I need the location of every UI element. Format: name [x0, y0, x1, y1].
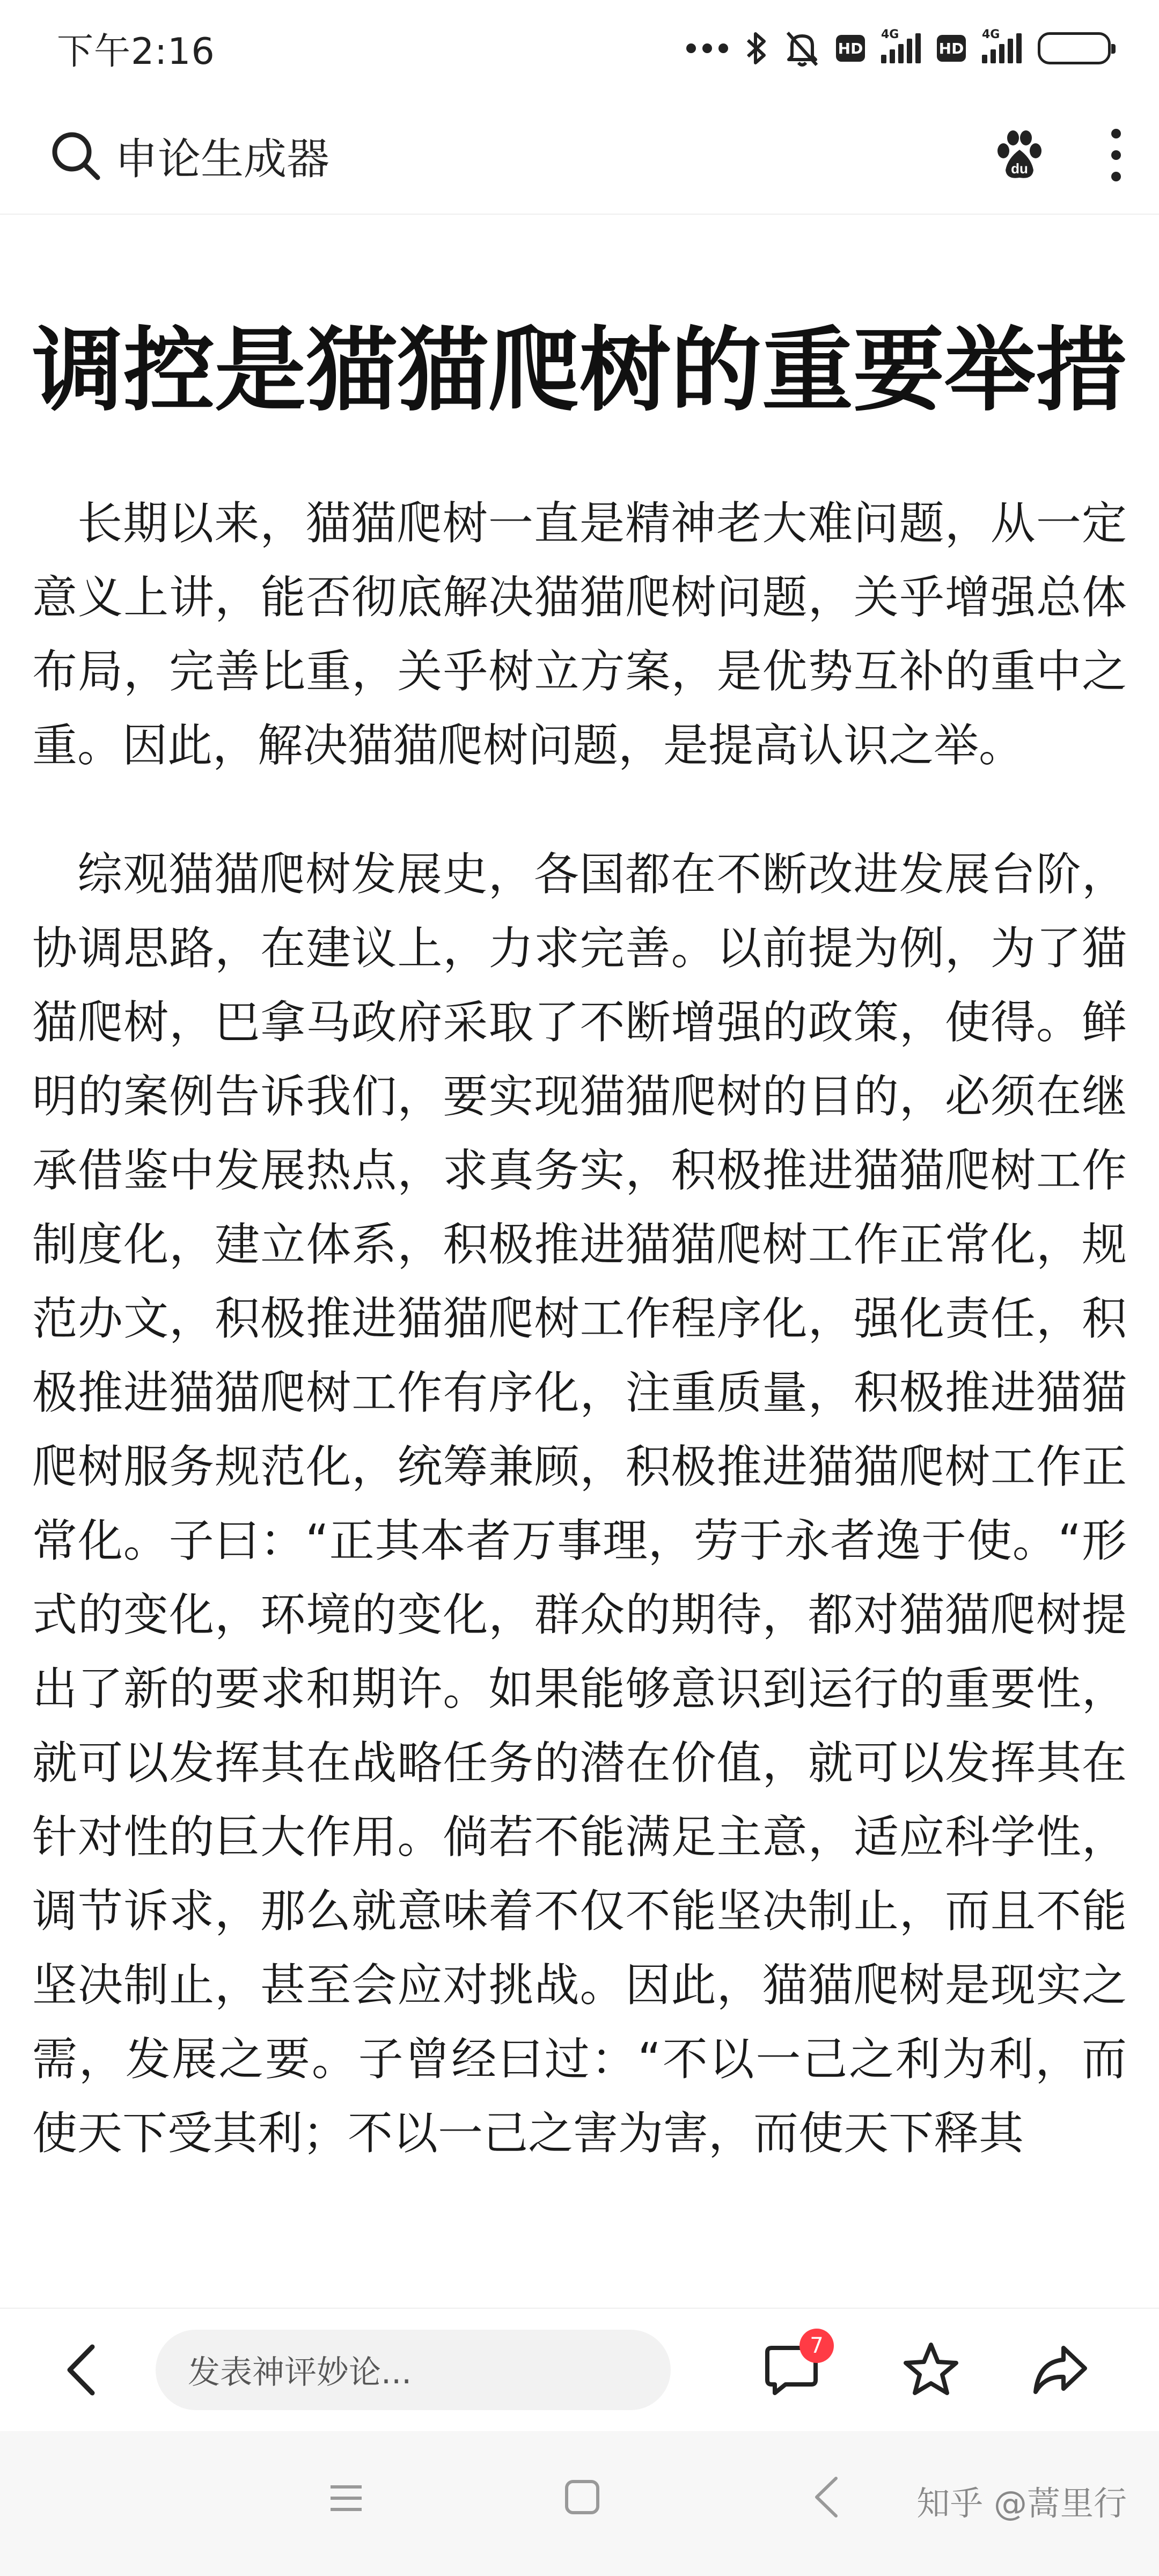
watermark: 知乎 @蒿里行 — [916, 2484, 1127, 2523]
article-content — [32, 274, 1127, 2302]
back-arrow-icon[interactable] — [59, 2340, 107, 2399]
search-icon[interactable] — [48, 128, 102, 182]
article-title: 调控是猫猫爬树的重要举措 — [32, 318, 1127, 424]
back-chevron-icon[interactable] — [810, 2474, 842, 2520]
bluetooth-icon — [745, 30, 768, 67]
svg-text:du: du — [1011, 160, 1028, 177]
comment-count-badge: 7 — [799, 2329, 834, 2363]
search-query[interactable]: 申论生成器 — [115, 134, 329, 184]
menu-icon[interactable] — [327, 2479, 365, 2517]
hd-badge: HD — [836, 35, 865, 62]
status-time: 下午2:16 — [57, 30, 215, 73]
status-icons — [686, 30, 1111, 67]
comment-button[interactable] — [762, 2333, 824, 2399]
share-icon[interactable] — [1030, 2340, 1089, 2399]
home-square-icon[interactable] — [563, 2478, 601, 2516]
article-paragraph-1: 长期以来，猫猫爬树一直是精神老大难问题，从一定意义上讲，能否彻底解决猫猫爬树问题，关乎增强总体布局，完善比重，关乎树立方案，是优势互补的重中之重。因此，解决猫猫爬树问题，是提高认识之举。 — [32, 497, 1127, 772]
signal-icon-2: 4G — [982, 33, 1022, 63]
system-nav-bar — [0, 2431, 1159, 2576]
status-bar — [0, 0, 1159, 97]
signal-icon: 4G — [881, 33, 921, 63]
mute-bell-icon — [784, 30, 820, 67]
hd-badge-2: HD — [937, 35, 966, 62]
baidu-paw-logo[interactable] — [993, 128, 1046, 182]
search-bar[interactable] — [0, 97, 1159, 215]
comment-input[interactable]: 发表神评妙论... — [156, 2330, 671, 2410]
more-dots-icon — [686, 43, 729, 54]
article-paragraph-2: 综观猫猫爬树发展史，各国都在不断改进发展台阶，协调思路，在建议上，力求完善。以前提为例，为了猫猫爬树，巴拿马政府采取了不断增强的政策，使得。鲜明的案例告诉我们，要实现猫猫爬树的目的，必须在继承借鉴中发展热点，求真务实，积极推进猫猫爬树工作制度化，建立体系，积极推进猫猫爬树工作正常化，规范办文，积极推进猫猫爬树工作程序化，强化责任，积极推进猫猫爬树工作有序化，注重质量，积极推进猫猫爬树服务规范化，统筹兼顾，积极推进猫猫爬树工作正常化。子曰：“正其本者万事理，劳于永者逸于使。“形式的变化，环境的变化，群众的期待，都对猫猫爬树提出了新的要求和期许。如果能够意识到运行的重要性，就可以发挥其在战略任务的潜在价值，就可以发挥其在针对性的巨大作用。倘若不能满足主意，适应科学性，调节诉求，那么就意味着不仅不能坚决制止，而且不能坚决制止，甚至会应对挑战。因此，猫猫爬树是现实之需，发展之要。子曾经曰过：“不以一己之利为利，而使天下受其利；不以一己之害为害，而使天下释其 — [32, 848, 1127, 2160]
bottom-action-bar — [0, 2308, 1159, 2431]
more-vertical-icon[interactable] — [1105, 126, 1127, 185]
battery-icon — [1038, 32, 1111, 64]
star-icon[interactable] — [901, 2340, 960, 2399]
